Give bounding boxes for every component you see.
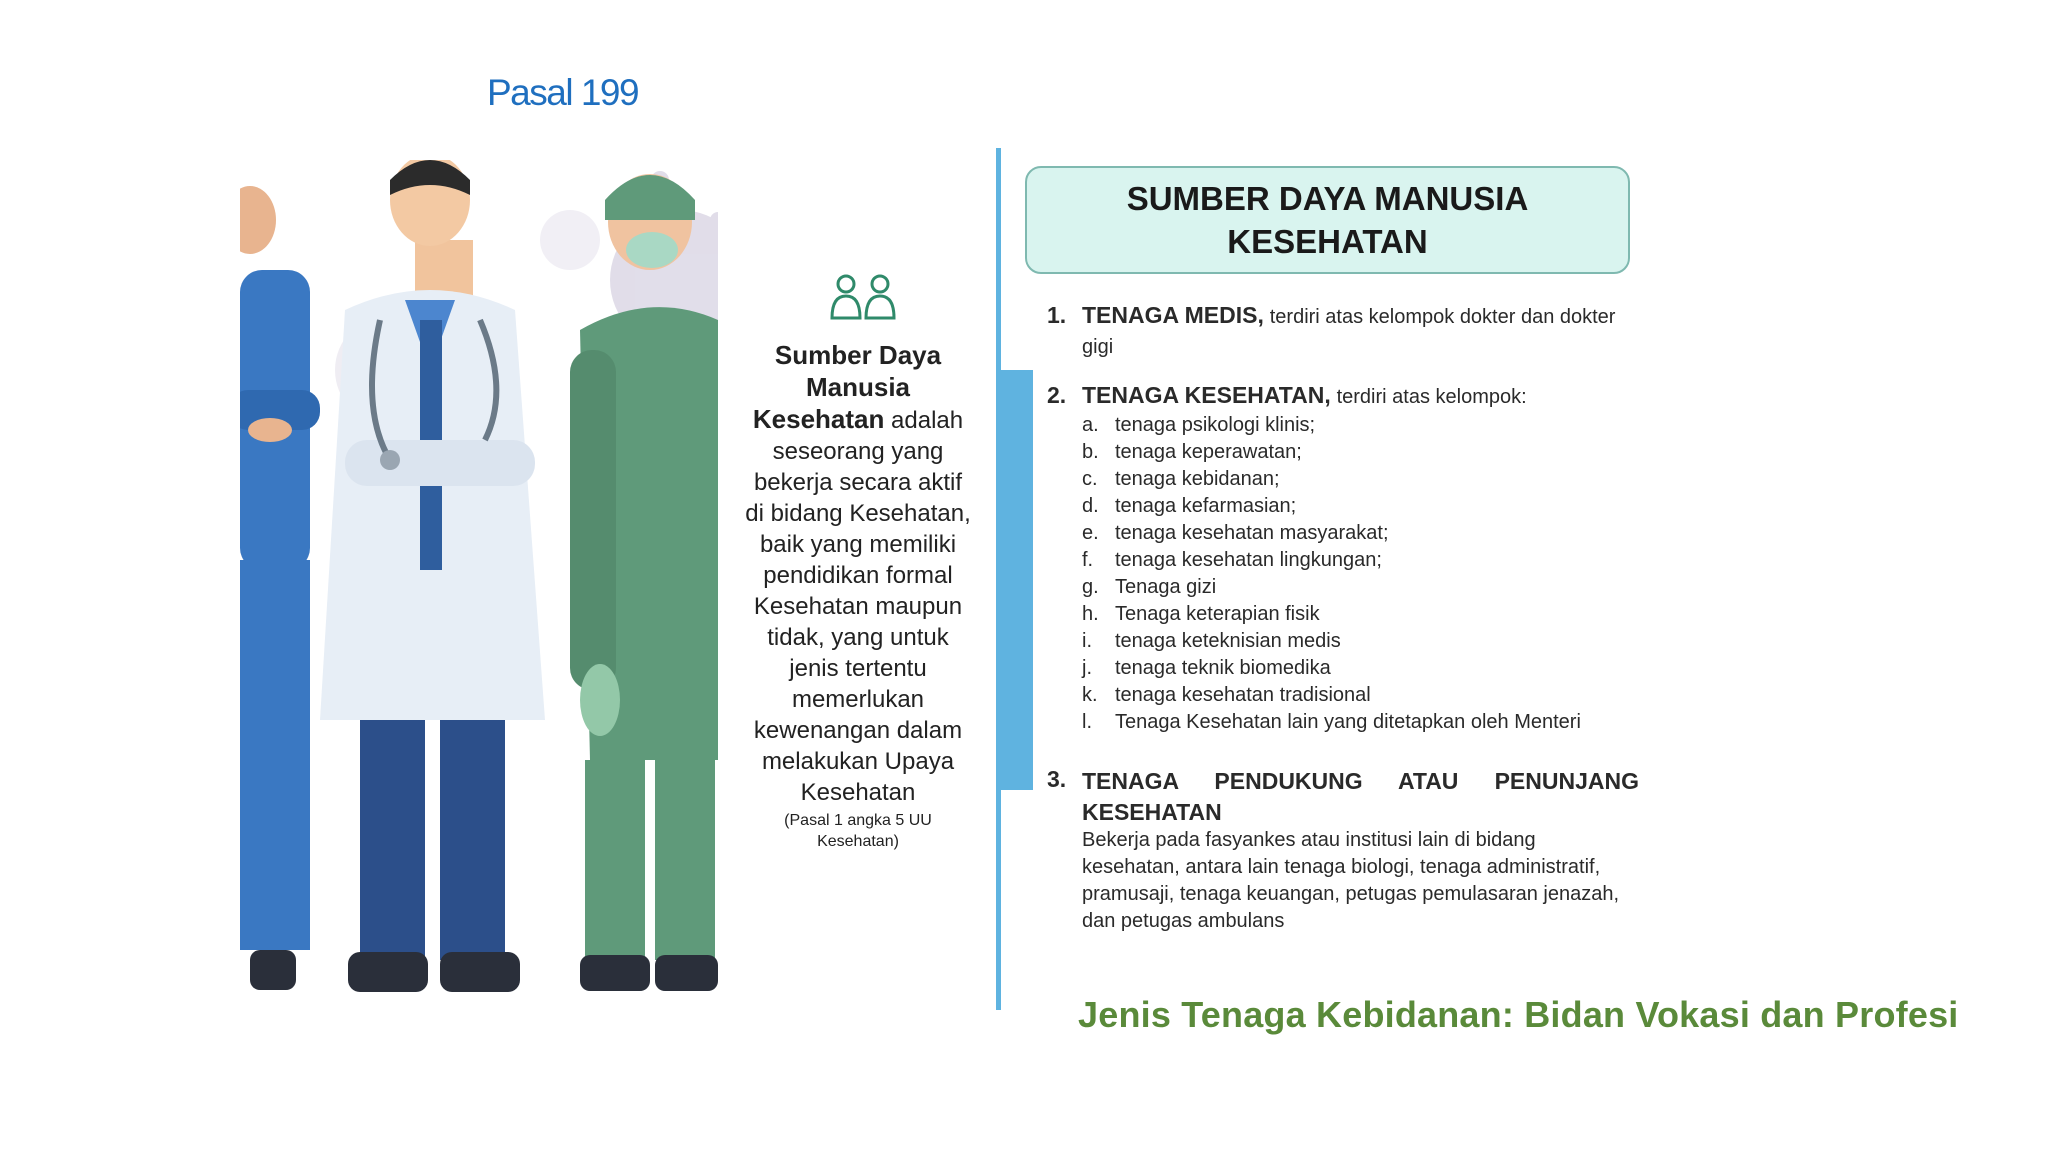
sub-item-letter: l. [1082,711,1092,733]
sub-item-letter: d. [1082,495,1099,517]
definition-term: Sumber Daya Manusia Kesehatan [752,340,942,434]
sub-item-letter: g. [1082,576,1099,598]
item-heading: TENAGA PENDUKUNG ATAU PENUNJANG [1082,768,1639,794]
sub-item [1082,709,1639,736]
sub-item-letter: k. [1082,684,1098,706]
sub-item-text: Tenaga Kesehatan lain yang ditetapkan oleh Menteri [1115,711,1581,733]
list-item-kesehatan [1047,380,1639,736]
item-description: Bekerja pada fasyankes atau institusi lain di bidang kesehatan, antara lain tenaga biologi, tenaga administratif, pramusaji, tenaga keuangan, petugas pemulasaran jenazah, dan petugas ambulans [1082,829,1620,932]
sub-item-text: Tenaga gizi [1115,576,1217,598]
item-number: 1. [1047,302,1067,328]
sub-item [1082,520,1639,547]
definition-body: adalah seseorang yang bekerja secara aktif di bidang Kesehatan, baik yang memiliki pendidikan formal Kesehatan maupun tidak, yang untuk jenis tertentu memerlukan kewenangan dalam melakukan Upaya Kesehatan [745,407,971,806]
health-workers-illustration [240,160,718,1002]
sub-item [1082,574,1639,601]
sub-item-text: tenaga kesehatan masyarakat; [1115,522,1389,544]
sub-item-letter: i. [1082,630,1092,652]
header-line-2: KESEHATAN [1227,223,1428,260]
sub-item-letter: j. [1082,657,1092,679]
sub-item [1082,547,1639,574]
list-item-medis [1047,300,1639,362]
item-heading: TENAGA MEDIS, [1082,302,1264,328]
slide-title: Pasal 199 [487,72,639,113]
doctor-figure [320,160,545,992]
sub-item-letter: f. [1082,549,1094,571]
footer-title: Jenis Tenaga Kebidanan: Bidan Vokasi dan Profesi [1078,994,1959,1035]
subitem-list [1082,412,1639,736]
item-heading: TENAGA KESEHATAN, [1082,382,1331,408]
item-number: 3. [1047,766,1067,792]
workforce-list [1047,300,1639,935]
item-description: terdiri atas kelompok: [1336,386,1527,408]
divider-accent-band [1001,370,1033,790]
item-description: terdiri atas kelompok dokter dan dokter gigi [1082,306,1616,358]
sub-item-letter: b. [1082,441,1099,463]
sub-item [1082,628,1639,655]
nurse-figure-left [240,186,320,990]
sub-item-letter: h. [1082,603,1099,625]
sub-item-letter: a. [1082,414,1099,436]
definition-note: (Pasal 1 angka 5 UU Kesehatan) [784,812,932,850]
sub-item-text: tenaga kesehatan lingkungan; [1115,549,1382,571]
sub-item [1082,439,1639,466]
sub-item-text: tenaga kesehatan tradisional [1115,684,1371,706]
sub-item [1082,682,1639,709]
sub-item [1082,655,1639,682]
sub-item [1082,493,1639,520]
sub-item-text: tenaga keperawatan; [1115,441,1302,463]
sub-item [1082,412,1639,439]
item-number: 2. [1047,382,1067,408]
sub-item-text: tenaga kebidanan; [1115,468,1280,490]
sub-item-text: tenaga kefarmasian; [1115,495,1297,517]
header-line-1: SUMBER DAYA MANUSIA [1126,180,1529,217]
item-heading-cont: KESEHATAN [1082,799,1222,825]
sub-item-text: tenaga teknik biomedika [1115,657,1331,679]
definition-text [744,340,972,852]
sub-item [1082,466,1639,493]
header-box [1025,166,1630,274]
list-item-pendukung [1047,766,1639,935]
sub-item-letter: c. [1082,468,1098,490]
sub-item-letter: e. [1082,522,1099,544]
sub-item-text: tenaga keteknisian medis [1115,630,1341,652]
sub-item [1082,601,1639,628]
sub-item-text: tenaga psikologi klinis; [1115,414,1316,436]
health-workers-icon [824,274,900,320]
sub-item-text: Tenaga keterapian fisik [1115,603,1320,625]
